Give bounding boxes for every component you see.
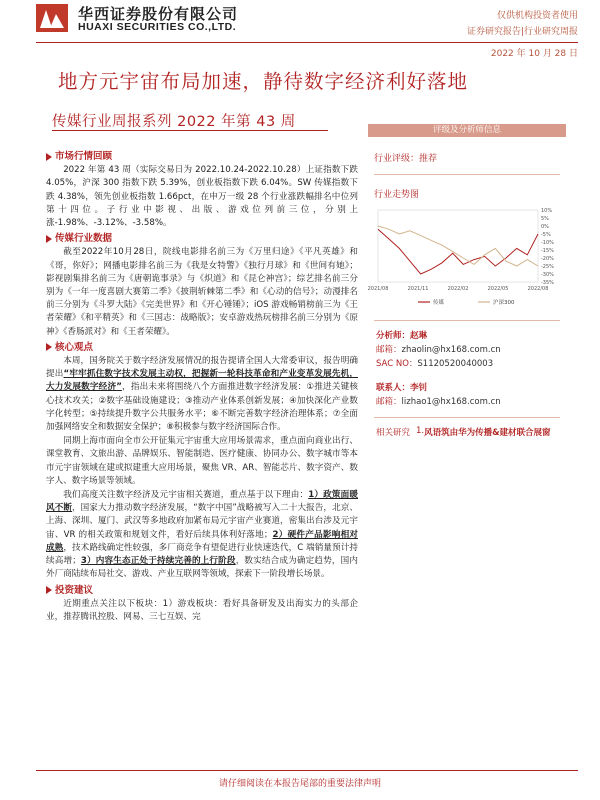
section-heading-core-view: 核心观点 — [46, 341, 358, 354]
trend-chart-svg — [368, 204, 566, 314]
series-line-传媒 — [378, 229, 538, 274]
company-name-cn: 华西证券股份有限公司 — [78, 5, 239, 23]
section-heading-investment: 投资建议 — [46, 584, 358, 597]
y-tick-label: 5% — [541, 216, 549, 222]
y-tick-label: -15% — [541, 248, 554, 254]
reason-1: 1）政策面暖风不断 — [46, 490, 358, 514]
trend-chart — [368, 204, 566, 314]
y-tick-label: 0% — [541, 224, 549, 230]
related-research-link[interactable]: 风语筑由华为传播&建材联合展窗 — [424, 428, 551, 438]
x-tick-label: 2022/05 — [487, 286, 509, 292]
industry-data-text: 截至2022年10月28日，院线电影排名前三为《万里归途》《平凡英雄》和《哥，你好》；网播电影排名前三为《我是女特警》《独行月球》和《世间有她》；影视剧集排名前三为《唐朝诡事录》与《炽道》和《昆仑神宫》；综艺排名前三分别为《一年一度喜剧大赛第二季》《披荆斩棘第二季》和《心动的信号》；动漫排名前三分别为《斗罗大陆》《完美世界》和《开心锤锤》；iOS 游戏畅销榜前三为《王者荣耀》《和平精英》和《三国志：战略版》；安卓游戏热玩榜排名前三分别为《原神》《香肠派对》和《王者荣耀》。 — [46, 247, 358, 337]
y-tick-label: -20% — [541, 256, 554, 262]
related-research[interactable]: 相关研究 1. 风语筑由华为传播&建材联合展窗 — [376, 426, 551, 438]
header-divider — [36, 42, 578, 43]
rating-divider — [374, 174, 560, 175]
chart-frame — [378, 210, 538, 282]
footer-disclaimer: 请仔细阅读在本报告尾部的重要法律声明 — [218, 779, 381, 789]
contact-email: 邮箱：lizhao1@hx168.com.cn — [376, 397, 501, 407]
x-tick-label: 2022/02 — [447, 286, 469, 292]
related-divider — [374, 417, 560, 418]
contact-email-link[interactable]: lizhao1@hx168.com.cn — [401, 397, 501, 407]
analyst-name: 分析师：赵琳 — [376, 331, 428, 341]
bullet-triangle-icon — [46, 586, 52, 594]
policy-quote: “牢牢抓住数字技术发展主动权，把握新一轮科技革命和产业变革发展先机，大力发展数字经济” — [46, 369, 358, 393]
x-tick-label: 2021/08 — [368, 286, 389, 292]
legend-label: 沪深300 — [493, 300, 515, 306]
y-tick-label: -10% — [541, 240, 554, 246]
section-heading-industry-data: 传媒行业数据 — [46, 232, 358, 245]
trend-chart-title: 行业走势图 — [374, 190, 420, 200]
huaxi-logo-icon — [36, 4, 68, 32]
y-tick-label: -30% — [541, 272, 554, 278]
y-tick-label: -5% — [541, 232, 551, 238]
y-tick-label: -35% — [541, 280, 554, 286]
x-tick-label: 2021/11 — [407, 286, 429, 292]
report-category: 证券研究报告|行业研究周报 — [466, 27, 578, 37]
footer-divider — [36, 770, 578, 771]
bullet-triangle-icon — [46, 343, 52, 351]
report-title: 地方元宇宙布局加速，静待数字经济利好落地 — [58, 70, 469, 93]
core-view-paragraph-3: 我们高度关注数字经济及元宇宙相关赛道，重点基于以下理由：1）政策面暖风不断，国家大力推动数字经济发展，“数字中国”战略被写入二十大报告，北京、上海、深圳、厦门、武汉等多地政府加紧布局元宇宙产业赛道，密集出台涉及元宇宙、VR 的相关政策和规划文件，看好后续具体利好落地；2）硬件产品影响相对成熟，技术路线确定性较强，多厂商竞争有望促进行业快速迭代，C 端销量预计持续高增；3）内容生态正处于持续完善的上行阶段，数实结合成为确定趋势，国内外厂商陆续布局社交、游戏、产业互联网等领域，探索下一阶段增长场景。 — [46, 490, 358, 580]
reason-3: 3）内容生态正处于持续完善的上行阶段 — [80, 556, 236, 567]
company-name-en: HUAXI SECURITIES CO.,LTD. — [78, 21, 237, 33]
related-research-label: 相关研究 — [376, 428, 411, 438]
core-view-paragraph-1: 本周，国务院关于数字经济发展情况的报告提请全国人大常委审议，报告明确提出“牢牢抓住数字技术发展主动权，把握新一轮科技革命和产业变革发展先机，大力发展数字经济”，指出未来将围绕八个方面推进数字经济发展：①推进关键核心技术攻关；②数字基础设施建设；③推动产业体系创新发展；④加快深化产业数字化转型；⑤持续提升数字公共服务水平；⑥不断完善数字经济治理体系；⑦全面加强网络安全和数据安全保护；⑧积极参与数字经济国际合作。 — [46, 356, 358, 433]
market-review-text: 2022 年第 43 周（实际交易日为 2022.10.24-2022.10.28）上证指数下跌 4.05%，沪深 300 指数下跌 5.39%，创业板指数下跌 6.04%。SW 传媒指数下跌 4.38%，领先创业板指数 1.66pct，在申万一级 28 个行业涨跌幅排名中位列第十四位。子行业中影视、出版、游戏位列前三位，分别上涨-1.98%、-3.12%、-3.58%。 — [46, 165, 358, 229]
analyst-sac: SAC NO：S1120520040003 — [376, 359, 494, 369]
y-tick-label: 10% — [541, 208, 553, 214]
x-tick-label: 2022/08 — [527, 286, 549, 292]
subtitle-divider — [52, 130, 328, 131]
bullet-triangle-icon — [46, 153, 52, 161]
audience-tag: 仅供机构投资者使用 — [496, 11, 578, 21]
y-tick-label: -25% — [541, 264, 554, 270]
analyst-email: 邮箱：zhaolin@hx168.com.cn — [376, 345, 501, 355]
bullet-triangle-icon — [46, 235, 52, 243]
investment-text: 近期重点关注以下板块：1）游戏板块：看好具备研发及出海实力的头部企业，推荐腾讯控股、网易、三七互娱、完 — [46, 598, 358, 622]
report-subtitle: 传媒行业周报系列 2022 年第 43 周 — [52, 114, 296, 130]
sidebar — [368, 124, 566, 438]
report-date: 2022 年 10 月 28 日 — [490, 49, 578, 59]
section-heading-market-review: 市场行情回顾 — [46, 150, 358, 163]
reason-2: 2）硬件产品影响相对成熟 — [46, 529, 358, 553]
analyst-divider — [374, 320, 560, 321]
main-content — [46, 148, 358, 625]
analyst-email-link[interactable]: zhaolin@hx168.com.cn — [401, 345, 501, 355]
sidebar-header: 评级及分析师信息 — [368, 124, 566, 137]
core-view-paragraph-2: 同期上海市面向全市公开征集元宇宙重大应用场景需求，重点面向商业出行、课堂教育、文旅出游、品牌娱乐、智能制造、医疗健康、协同办公、数字城市等本市元宇宙领域在建或拟建重大应用场景，聚焦 VR、AR、智能芯片、数字资产、数字人、数字场景等领域。 — [46, 436, 358, 486]
contact-name: 联系人：李钊 — [376, 383, 428, 393]
series-line-沪深300 — [378, 226, 538, 266]
legend-label: 传媒 — [433, 300, 445, 306]
industry-rating: 行业评级：推荐 — [374, 154, 438, 164]
